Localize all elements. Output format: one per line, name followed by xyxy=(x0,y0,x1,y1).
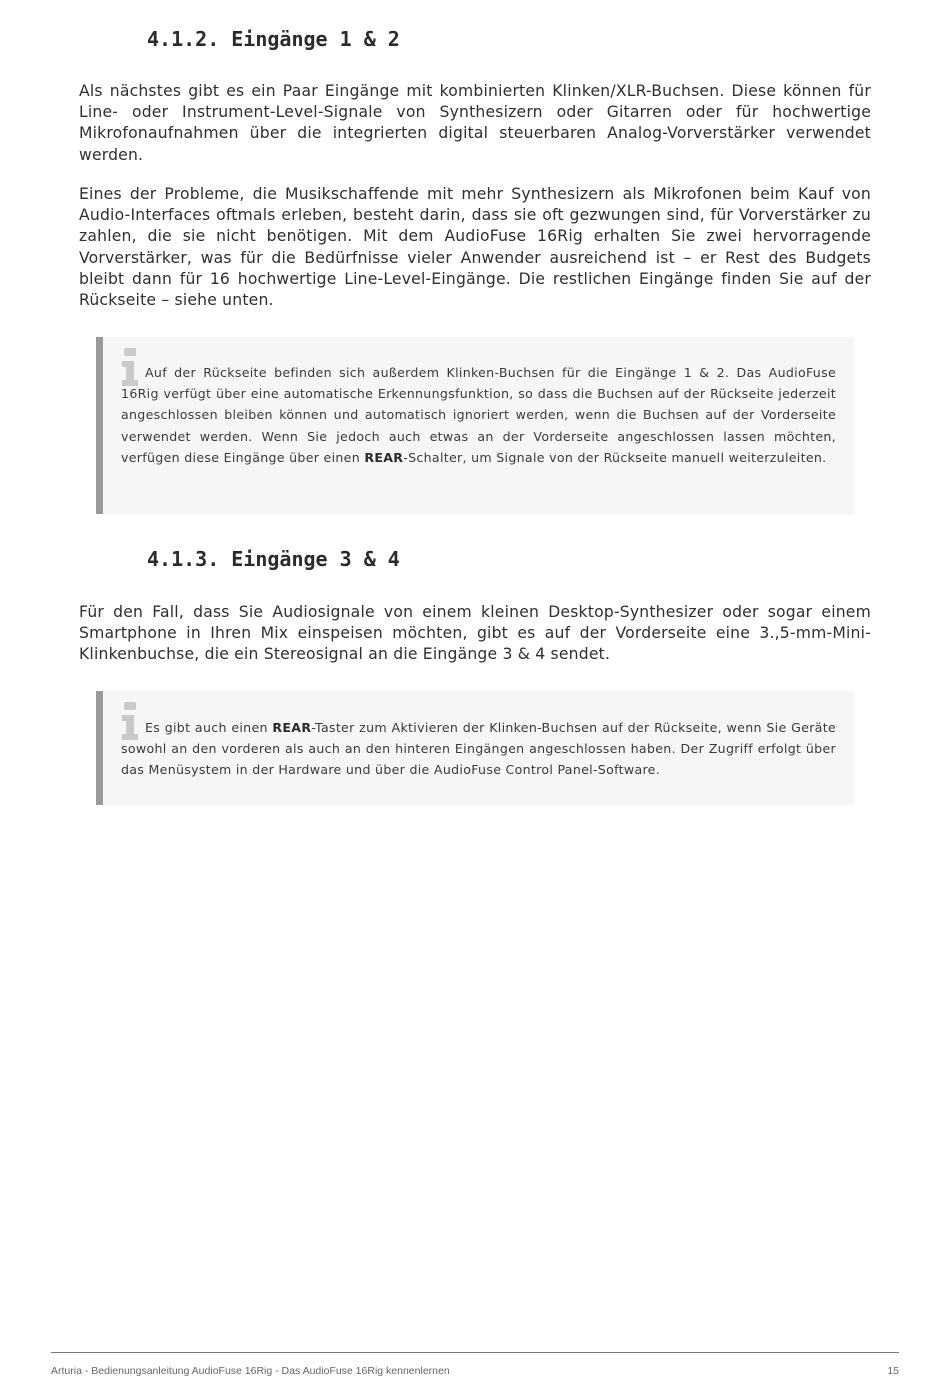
paragraph: Als nächstes gibt es ein Paar Eingänge mit kombinierten Klinken/XLR-Buchsen. Diese können für Line- oder Instrument-Level-Signale von Synthesizern oder Gitarren oder für hochwertige Mikrofonaufnahmen über die integrierten digital steuerbaren Analog-Vorverstärker verwendet werden. xyxy=(79,82,871,164)
section-heading-4-1-2 xyxy=(147,27,400,51)
note-text: Auf der Rückseite befinden sich außerdem Klinken-Buchsen für die Eingänge 1 & 2. Das AudioFuse 16Rig verfügt über eine automatische Erkennungsfunktion, so dass die Buchsen auf der Rückseite jederzeit angeschlossen bleiben können und automatisch ignoriert werden, wenn die Buchsen auf der Vorderseite verwendet werden. Wenn Sie jedoch auch etwas an der Vorderseite angeschlossen lassen möchten, verfügen diese Eingänge über einen REAR-Schalter, um Signale von der Rückseite manuell weiterzuleiten. xyxy=(121,365,836,465)
footer-title: Arturia - Bedienungsanleitung AudioFuse 16Rig - Das AudioFuse 16Rig kennenlernen xyxy=(51,1365,450,1377)
paragraph: Für den Fall, dass Sie Audiosignale von einem kleinen Desktop-Synthesizer oder sogar einem Smartphone in Ihren Mix einspeisen möchten, gibt es auf der Vorderseite eine 3.,5-mm-Mini-Klinkenbuchse, die ein Stereosignal an die Eingänge 3 & 4 sendet. xyxy=(79,603,871,664)
section-heading-4-1-3 xyxy=(147,547,400,571)
section-number: 4.1.3. xyxy=(147,547,220,571)
paragraph: Eines der Probleme, die Musikschaffende mit mehr Synthesizern als Mikrofonen beim Kauf von Audio-Interfaces oftmals erleben, besteht darin, dass sie oft gezwungen sind, für Vorverstärker zu zahlen, die sie nicht benötigen. Mit dem AudioFuse 16Rig erhalten Sie zwei hervorragende Vorverstärker, was für die Bedürfnisse vieler Anwender ausreichend ist – er Rest des Budgets bleibt dann für 16 hochwertige Line-Level-Eingänge. Die restlichen Eingänge finden Sie auf der Rückseite – siehe unten. xyxy=(79,185,871,310)
info-note xyxy=(96,691,854,805)
section-title: Eingänge 1 & 2 xyxy=(231,27,400,51)
rear-label: REAR xyxy=(272,720,312,735)
info-note xyxy=(96,337,854,514)
page-number: 15 xyxy=(887,1365,899,1377)
note-text: Es gibt auch einen REAR-Taster zum Aktivieren der Klinken-Buchsen auf der Rückseite, wenn Sie Geräte sowohl an den vorderen als auch an den hinteren Eingängen angeschlossen haben. Der Zugriff erfolgt über das Menüsystem in der Hardware und über die AudioFuse Control Panel-Software. xyxy=(121,720,836,778)
section-number: 4.1.2. xyxy=(147,27,220,51)
section-title: Eingänge 3 & 4 xyxy=(231,547,400,571)
rear-label: REAR xyxy=(364,449,404,465)
footer-divider xyxy=(51,1352,899,1353)
